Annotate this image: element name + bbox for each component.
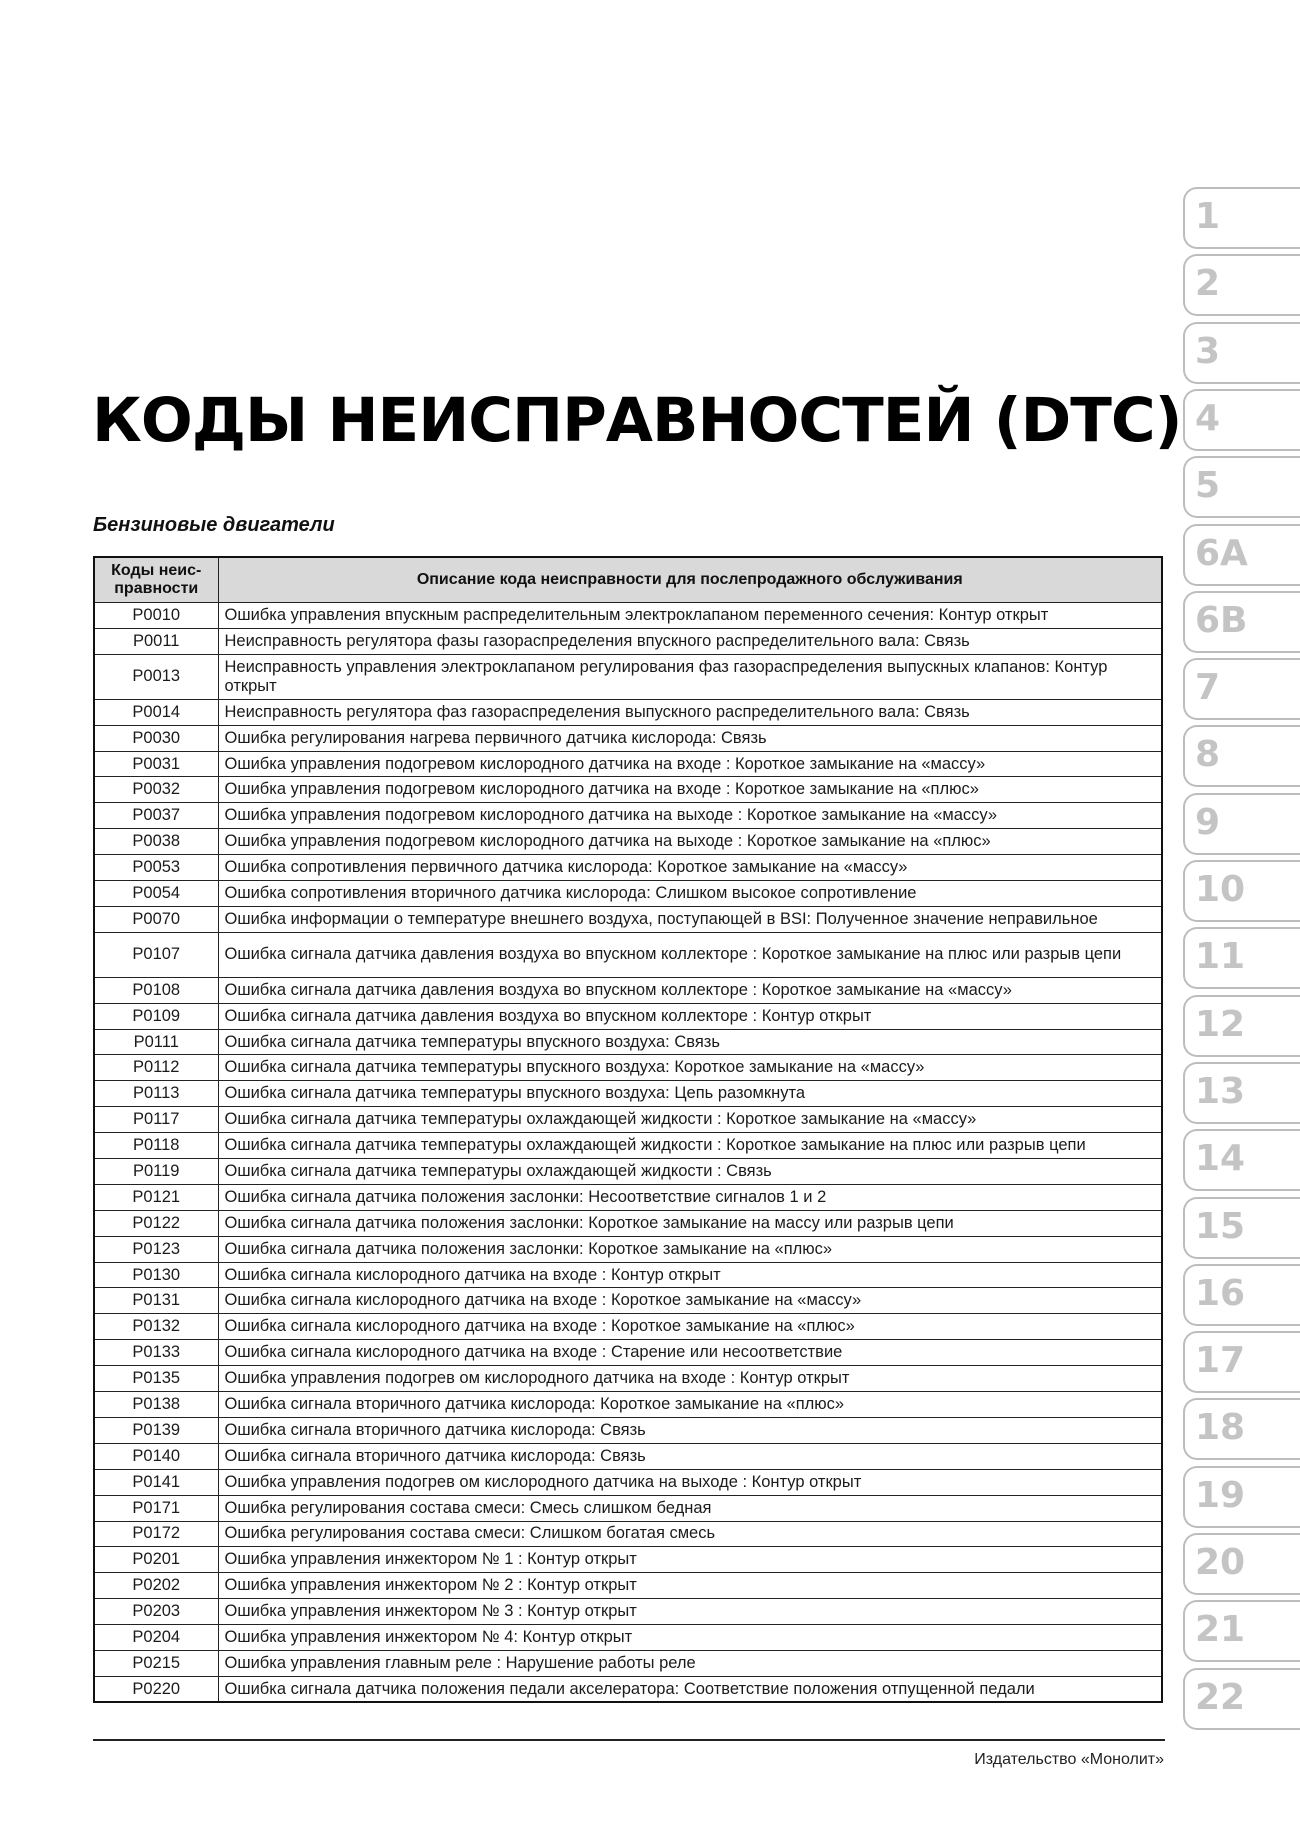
dtc-description: Ошибка сигнала датчика положения заслонки: Короткое замыкание на «плюс» <box>218 1236 1162 1262</box>
table-row <box>94 1159 1162 1185</box>
chapter-tab-label: 13 <box>1195 1070 1246 1112</box>
dtc-description: Ошибка управления подогрев ом кислородного датчика на выходе : Контур открыт <box>218 1469 1162 1495</box>
chapter-tab-label: 5 <box>1195 465 1221 507</box>
chapter-tab[interactable] <box>1183 1264 1300 1326</box>
dtc-description: Ошибка сигнала кислородного датчика на входе : Короткое замыкание на «плюс» <box>218 1314 1162 1340</box>
table-row <box>94 777 1162 803</box>
chapter-tab[interactable] <box>1183 658 1300 720</box>
dtc-code: P0108 <box>94 977 218 1003</box>
dtc-code: P0031 <box>94 751 218 777</box>
table-row <box>94 751 1162 777</box>
table-row <box>94 1210 1162 1236</box>
dtc-code: P0204 <box>94 1625 218 1651</box>
dtc-description: Ошибка сигнала датчика температуры впускного воздуха: Связь <box>218 1029 1162 1055</box>
chapter-tab[interactable] <box>1183 254 1300 316</box>
dtc-description: Ошибка сигнала датчика давления воздуха во впускном коллекторе : Контур открыт <box>218 1003 1162 1029</box>
dtc-code: P0171 <box>94 1495 218 1521</box>
header-code: Коды неис-правности <box>94 557 218 603</box>
chapter-tab[interactable] <box>1183 187 1300 249</box>
dtc-description: Ошибка управления инжектором № 3 : Контур открыт <box>218 1599 1162 1625</box>
dtc-description: Ошибка сигнала датчика положения педали акселератора: Соответствие положения отпущенной педали <box>218 1676 1162 1702</box>
chapter-tab[interactable] <box>1183 1600 1300 1662</box>
table-row <box>94 1003 1162 1029</box>
table-row <box>94 906 1162 932</box>
dtc-description: Ошибка управления подогрев ом кислородного датчика на входе : Контур открыт <box>218 1366 1162 1392</box>
dtc-code: P0010 <box>94 603 218 629</box>
table-row <box>94 1625 1162 1651</box>
dtc-code: P0013 <box>94 654 218 699</box>
dtc-code: P0112 <box>94 1055 218 1081</box>
table-row <box>94 1184 1162 1210</box>
chapter-tab[interactable] <box>1183 1533 1300 1595</box>
table-row <box>94 654 1162 699</box>
table-row <box>94 699 1162 725</box>
dtc-description: Ошибка управления инжектором № 1 : Контур открыт <box>218 1547 1162 1573</box>
chapter-tab[interactable] <box>1183 322 1300 384</box>
dtc-description: Ошибка регулирования нагрева первичного датчика кислорода: Связь <box>218 725 1162 751</box>
dtc-code: P0138 <box>94 1392 218 1418</box>
chapter-tab-label: 12 <box>1195 1003 1246 1045</box>
dtc-description: Неисправность управления электроклапаном регулирования фаз газораспределения выпускных клапанов: Контур открыт <box>218 654 1162 699</box>
dtc-description: Ошибка сигнала датчика положения заслонки: Короткое замыкание на массу или разрыв цепи <box>218 1210 1162 1236</box>
dtc-description: Ошибка сигнала датчика давления воздуха во впускном коллекторе : Короткое замыкание на «массу» <box>218 977 1162 1003</box>
dtc-code: P0140 <box>94 1443 218 1469</box>
table-header-row <box>94 557 1162 603</box>
dtc-description: Ошибка сигнала датчика температуры охлаждающей жидкости : Связь <box>218 1159 1162 1185</box>
chapter-tab-label: 8 <box>1195 734 1221 776</box>
chapter-tab-label: 4 <box>1195 397 1221 439</box>
dtc-code: P0220 <box>94 1676 218 1702</box>
chapter-tab[interactable] <box>1183 860 1300 922</box>
dtc-code: P0132 <box>94 1314 218 1340</box>
table-row <box>94 1521 1162 1547</box>
chapter-tab[interactable] <box>1183 793 1300 855</box>
table-row <box>94 1547 1162 1573</box>
dtc-code: P0011 <box>94 628 218 654</box>
dtc-code: P0122 <box>94 1210 218 1236</box>
table-row <box>94 603 1162 629</box>
chapter-tab-label: 21 <box>1195 1609 1246 1651</box>
dtc-description: Ошибка сигнала датчика положения заслонки: Несоответствие сигналов 1 и 2 <box>218 1184 1162 1210</box>
dtc-code: P0038 <box>94 829 218 855</box>
table-row <box>94 1107 1162 1133</box>
dtc-description: Ошибка управления инжектором № 4: Контур открыт <box>218 1625 1162 1651</box>
table-row <box>94 1650 1162 1676</box>
chapter-tab-label: 9 <box>1195 801 1221 843</box>
dtc-table <box>93 556 1163 1703</box>
table-row <box>94 1366 1162 1392</box>
dtc-code: P0202 <box>94 1573 218 1599</box>
chapter-tab[interactable] <box>1183 927 1300 989</box>
chapter-tab[interactable] <box>1183 389 1300 451</box>
table-row <box>94 1133 1162 1159</box>
dtc-description: Ошибка управления подогревом кислородного датчика на входе : Короткое замыкание на «плюс» <box>218 777 1162 803</box>
table-row <box>94 1573 1162 1599</box>
chapter-tab[interactable] <box>1183 1062 1300 1124</box>
chapter-tab[interactable] <box>1183 1331 1300 1393</box>
chapter-tab-label: 15 <box>1195 1205 1246 1247</box>
table-row <box>94 1443 1162 1469</box>
dtc-code: P0139 <box>94 1417 218 1443</box>
chapter-tab-label: 22 <box>1195 1676 1246 1718</box>
table-body <box>94 603 1162 1703</box>
dtc-code: P0133 <box>94 1340 218 1366</box>
table-row <box>94 1081 1162 1107</box>
dtc-code: P0123 <box>94 1236 218 1262</box>
chapter-tab[interactable] <box>1183 1466 1300 1528</box>
dtc-code: P0111 <box>94 1029 218 1055</box>
dtc-code: P0172 <box>94 1521 218 1547</box>
chapter-tab-label: 10 <box>1195 869 1246 910</box>
page-title: КОДЫ НЕИСПРАВНОСТЕЙ (DTC) <box>92 385 1182 456</box>
dtc-description: Ошибка сопротивления вторичного датчика кислорода: Слишком высокое сопротивление <box>218 881 1162 907</box>
dtc-description: Ошибка управления подогревом кислородного датчика на входе : Короткое замыкание на «массу» <box>218 751 1162 777</box>
dtc-description: Ошибка информации о температуре внешнего воздуха, поступающей в BSI: Полученное значение неправильное <box>218 906 1162 932</box>
table-row <box>94 1417 1162 1443</box>
dtc-description: Ошибка управления главным реле : Нарушение работы реле <box>218 1650 1162 1676</box>
dtc-description: Ошибка сигнала датчика температуры впускного воздуха: Короткое замыкание на «массу» <box>218 1055 1162 1081</box>
dtc-code: P0121 <box>94 1184 218 1210</box>
table-row <box>94 1495 1162 1521</box>
table-row <box>94 1599 1162 1625</box>
chapter-tab-label: 14 <box>1195 1138 1246 1180</box>
dtc-description: Ошибка регулирования состава смеси: Слишком богатая смесь <box>218 1521 1162 1547</box>
chapter-tab[interactable] <box>1183 1398 1300 1460</box>
chapter-tab[interactable] <box>1183 995 1300 1057</box>
table-row <box>94 1314 1162 1340</box>
dtc-description: Ошибка регулирования состава смеси: Смесь слишком бедная <box>218 1495 1162 1521</box>
table-row <box>94 1236 1162 1262</box>
table-row <box>94 1676 1162 1702</box>
table-row <box>94 628 1162 654</box>
dtc-code: P0201 <box>94 1547 218 1573</box>
chapter-tab-label: 18 <box>1195 1407 1246 1449</box>
dtc-code: P0113 <box>94 1081 218 1107</box>
dtc-description: Ошибка сигнала вторичного датчика кислорода: Связь <box>218 1417 1162 1443</box>
dtc-code: P0119 <box>94 1159 218 1185</box>
dtc-description: Неисправность регулятора фазы газораспределения впускного распределительного вала: Связь <box>218 628 1162 654</box>
table-row <box>94 1288 1162 1314</box>
chapter-tab-label: 6A <box>1195 532 1248 574</box>
table-row <box>94 1029 1162 1055</box>
publisher-name: Издательство «Монолит» <box>974 1751 1164 1768</box>
table-row <box>94 725 1162 751</box>
dtc-code: P0032 <box>94 777 218 803</box>
chapter-tab[interactable] <box>1183 524 1300 586</box>
dtc-code: P0141 <box>94 1469 218 1495</box>
header-description: Описание кода неисправности для послепродажного обслуживания <box>218 557 1162 603</box>
table-row <box>94 977 1162 1003</box>
table-row <box>94 1262 1162 1288</box>
dtc-code: P0109 <box>94 1003 218 1029</box>
dtc-code: P0203 <box>94 1599 218 1625</box>
chapter-tab[interactable] <box>1183 1129 1300 1191</box>
dtc-description: Неисправность регулятора фаз газораспределения выпускного распределительного вала: Связь <box>218 699 1162 725</box>
chapter-tab-label: 11 <box>1195 936 1246 978</box>
chapter-tab-label: 2 <box>1195 263 1221 305</box>
dtc-description: Ошибка управления инжектором № 2 : Контур открыт <box>218 1573 1162 1599</box>
chapter-tab[interactable] <box>1183 725 1300 787</box>
dtc-code: P0037 <box>94 803 218 829</box>
chapter-tab-label: 19 <box>1195 1474 1246 1516</box>
dtc-code: P0215 <box>94 1650 218 1676</box>
dtc-code: P0117 <box>94 1107 218 1133</box>
table-row <box>94 1055 1162 1081</box>
chapter-tab-label: 20 <box>1195 1542 1246 1583</box>
chapter-tab[interactable] <box>1183 1668 1300 1730</box>
table-row <box>94 1469 1162 1495</box>
footer-divider <box>93 1739 1165 1741</box>
dtc-description: Ошибка сигнала вторичного датчика кислорода: Короткое замыкание на «плюс» <box>218 1392 1162 1418</box>
dtc-description: Ошибка управления подогревом кислородного датчика на выходе : Короткое замыкание на «плюс» <box>218 829 1162 855</box>
table-row <box>94 1392 1162 1418</box>
chapter-tab-label: 7 <box>1195 667 1221 709</box>
dtc-code: P0131 <box>94 1288 218 1314</box>
dtc-description: Ошибка сигнала датчика давления воздуха во впускном коллекторе : Короткое замыкание на плюс или разрыв цепи <box>218 932 1162 977</box>
chapter-tab-label: 17 <box>1195 1340 1246 1382</box>
dtc-description: Ошибка сигнала кислородного датчика на входе : Короткое замыкание на «массу» <box>218 1288 1162 1314</box>
chapter-tab-label: 6B <box>1195 599 1248 641</box>
dtc-description: Ошибка сигнала датчика температуры охлаждающей жидкости : Короткое замыкание на плюс или разрыв цепи <box>218 1133 1162 1159</box>
dtc-description: Ошибка сигнала вторичного датчика кислорода: Связь <box>218 1443 1162 1469</box>
dtc-description: Ошибка управления впускным распределительным электроклапаном переменного сечения: Контур открыт <box>218 603 1162 629</box>
dtc-code: P0053 <box>94 855 218 881</box>
dtc-description: Ошибка управления подогревом кислородного датчика на выходе : Короткое замыкание на «массу» <box>218 803 1162 829</box>
table-row <box>94 803 1162 829</box>
dtc-code: P0135 <box>94 1366 218 1392</box>
chapter-tab-label: 3 <box>1195 330 1221 372</box>
chapter-tab[interactable] <box>1183 456 1300 518</box>
chapter-tab[interactable] <box>1183 591 1300 653</box>
dtc-description: Ошибка сигнала датчика температуры охлаждающей жидкости : Короткое замыкание на «массу» <box>218 1107 1162 1133</box>
dtc-description: Ошибка сопротивления первичного датчика кислорода: Короткое замыкание на «массу» <box>218 855 1162 881</box>
table-row <box>94 855 1162 881</box>
dtc-description: Ошибка сигнала датчика температуры впускного воздуха: Цепь разомкнута <box>218 1081 1162 1107</box>
table-row <box>94 1340 1162 1366</box>
dtc-code: P0030 <box>94 725 218 751</box>
table-row <box>94 829 1162 855</box>
table-row <box>94 932 1162 977</box>
table-row <box>94 881 1162 907</box>
dtc-description: Ошибка сигнала кислородного датчика на входе : Старение или несоответствие <box>218 1340 1162 1366</box>
chapter-tab-label: 16 <box>1195 1272 1246 1314</box>
dtc-code: P0107 <box>94 932 218 977</box>
chapter-tab[interactable] <box>1183 1197 1300 1259</box>
dtc-code: P0054 <box>94 881 218 907</box>
dtc-description: Ошибка сигнала кислородного датчика на входе : Контур открыт <box>218 1262 1162 1288</box>
dtc-code: P0014 <box>94 699 218 725</box>
section-subtitle: Бензиновые двигатели <box>93 514 335 536</box>
dtc-code: P0070 <box>94 906 218 932</box>
chapter-tab-label: 1 <box>1195 196 1221 237</box>
dtc-code: P0118 <box>94 1133 218 1159</box>
dtc-code: P0130 <box>94 1262 218 1288</box>
